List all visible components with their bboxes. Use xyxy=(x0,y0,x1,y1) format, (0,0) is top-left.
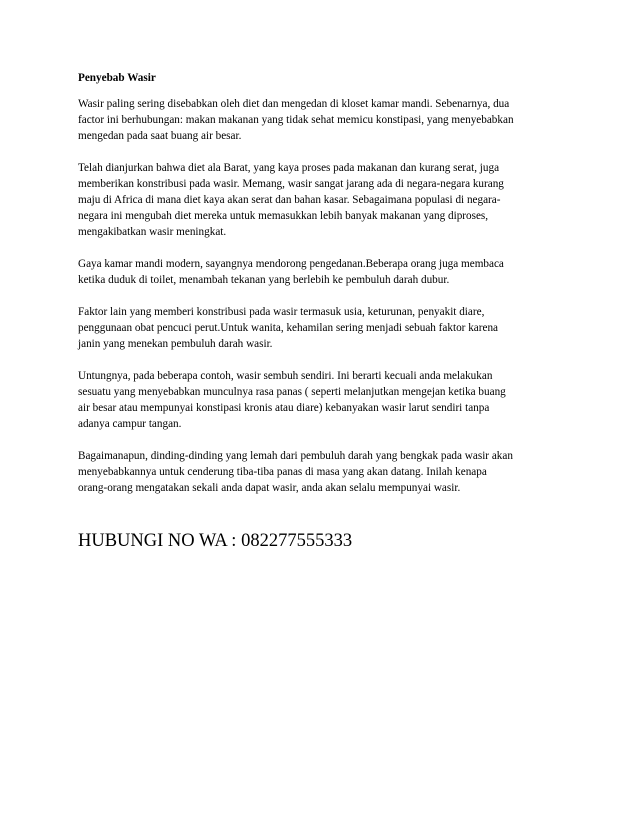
contact-line: HUBUNGI NO WA : 082277555333 xyxy=(78,531,353,551)
paragraph-line: memberikan konstribusi pada wasir. Memang, wasir sangat jarang ada di negara-negara kurang xyxy=(78,178,504,190)
paragraph-2 xyxy=(78,160,568,240)
paragraph-1 xyxy=(78,96,568,144)
paragraph-line: ketika duduk di toilet, menambah tekanan yang berlebih ke pembuluh darah dubur. xyxy=(78,274,450,286)
paragraph-line: Wasir paling sering disebabkan oleh diet dan mengedan di kloset kamar mandi. Sebenarnya, dua xyxy=(78,98,510,110)
paragraph-line: factor ini berhubungan: makan makanan yang tidak sehat memicu konstipasi, yang menyebabkan xyxy=(78,114,514,126)
paragraph-4 xyxy=(78,304,568,352)
paragraph-line: mengakibatkan wasir meningkat. xyxy=(78,226,227,238)
paragraph-line: Faktor lain yang memberi konstribusi pada wasir termasuk usia, keturunan, penyakit diare, xyxy=(78,306,485,318)
paragraph-line: air besar atau mempunyai konstipasi kronis atau diare) kebanyakan wasir larut sendiri tanpa xyxy=(78,402,490,414)
paragraph-5 xyxy=(78,368,568,432)
paragraph-line: sesuatu yang menyebabkan munculnya rasa panas ( seperti melanjutkan mengejan ketika buang xyxy=(78,386,506,398)
document-title: Penyebab Wasir xyxy=(78,72,156,84)
paragraph-line: Telah dianjurkan bahwa diet ala Barat, yang kaya proses pada makanan dan kurang serat, juga xyxy=(78,162,500,174)
paragraph-6 xyxy=(78,448,568,496)
document-page xyxy=(78,70,568,552)
paragraph-line: Gaya kamar mandi modern, sayangnya mendorong pengedanan.Beberapa orang juga membaca xyxy=(78,258,504,270)
paragraph-line: maju di Africa di mana diet kaya akan serat dan bahan kasar. Sebagaimana populasi di negara- xyxy=(78,194,501,206)
paragraph-line: Untungnya, pada beberapa contoh, wasir sembuh sendiri. Ini berarti kecuali anda melakukan xyxy=(78,370,493,382)
paragraph-line: janin yang menekan pembuluh darah wasir. xyxy=(78,338,273,350)
paragraph-line: Bagaimanapun, dinding-dinding yang lemah dari pembuluh darah yang bengkak pada wasir akan xyxy=(78,450,513,462)
paragraph-line: orang-orang mengatakan sekali anda dapat wasir, anda akan selalu mempunyai wasir. xyxy=(78,482,461,494)
paragraph-line: mengedan pada saat buang air besar. xyxy=(78,130,242,142)
paragraph-line: penggunaan obat pencuci perut.Untuk wanita, kehamilan sering menjadi sebuah faktor karena xyxy=(78,322,499,334)
paragraph-line: negara ini mengubah diet mereka untuk memasukkan lebih banyak makanan yang diproses, xyxy=(78,210,489,222)
paragraph-line: menyebabkannya untuk cenderung tiba-tiba panas di masa yang akan datang. Inilah kenapa xyxy=(78,466,487,478)
paragraph-3 xyxy=(78,256,568,288)
paragraph-line: adanya campur tangan. xyxy=(78,418,182,430)
